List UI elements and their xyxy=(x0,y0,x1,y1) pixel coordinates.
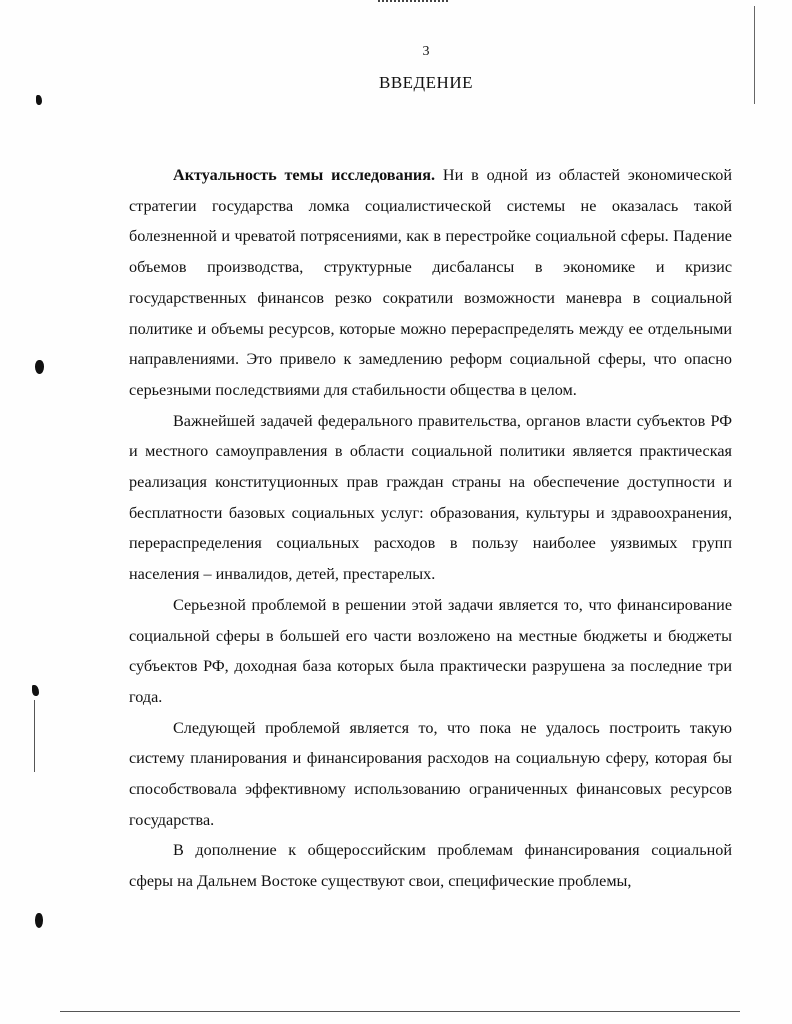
paragraph xyxy=(129,160,732,406)
body-text xyxy=(129,160,732,897)
paragraph-text: В дополнение к общероссийским проблемам финансирования социальной сферы на Дальнем Востоке существуют свои, специфические проблемы, xyxy=(129,841,732,891)
paragraph-text: Следующей проблемой является то, что пока не удалось построить такую систему планирования и финансирования расходов на социальную сферу, которая бы способствовала эффективному использованию ограниченных финансовых ресурсов государства. xyxy=(129,718,732,829)
paragraph xyxy=(129,835,732,896)
paragraph-lead: Актуальность темы исследования. xyxy=(173,166,436,184)
scan-artifact-top-rule xyxy=(378,0,448,4)
binding-hole-mark xyxy=(35,913,43,928)
paragraph-text: Ни в одной из областей экономической стратегии государства ломка социалистической системы не оказалась такой болезненной и чреватой потрясениями, как в перестройке социальной сферы. Падение объемов производства, структурные дисбалансы в экономике и кризис государственных финансов резко сократили возможности маневра в социальной политике и объемы ресурсов, которые можно перераспределять между ее отдельными направлениями. Это привело к замедлению реформ социальной сферы, что опасно серьезными последствиями для стабильности общества в целом. xyxy=(129,166,732,399)
section-heading: ВВЕДЕНИЕ xyxy=(379,73,473,92)
paragraph xyxy=(129,406,732,590)
binding-hole-mark xyxy=(32,685,39,696)
paragraph-text: Серьезной проблемой в решении этой задачи является то, что финансирование социальной сферы в большей его части возложено на местные бюджеты и бюджеты субъектов РФ, доходная база которых была практически разрушена за последние три года. xyxy=(129,595,732,706)
scan-artifact-bottom-rule xyxy=(60,1011,740,1012)
page-number: 3 xyxy=(422,44,430,59)
paragraph xyxy=(129,590,732,713)
binding-hole-mark xyxy=(36,95,42,105)
paragraph-text: Важнейшей задачей федерального правительства, органов власти субъектов РФ и местного самоуправления в области социальной политики является практическая реализация конституционных прав граждан страны на обеспечение доступности и бесплатности базовых социальных услуг: образования, культуры и здравоохранения, перераспределения социальных расходов в пользу наиболее уязвимых групп населения – инвалидов, детей, престарелых. xyxy=(129,411,732,584)
scan-artifact-left-rule xyxy=(34,700,35,772)
binding-hole-mark xyxy=(35,360,44,374)
paragraph xyxy=(129,713,732,836)
